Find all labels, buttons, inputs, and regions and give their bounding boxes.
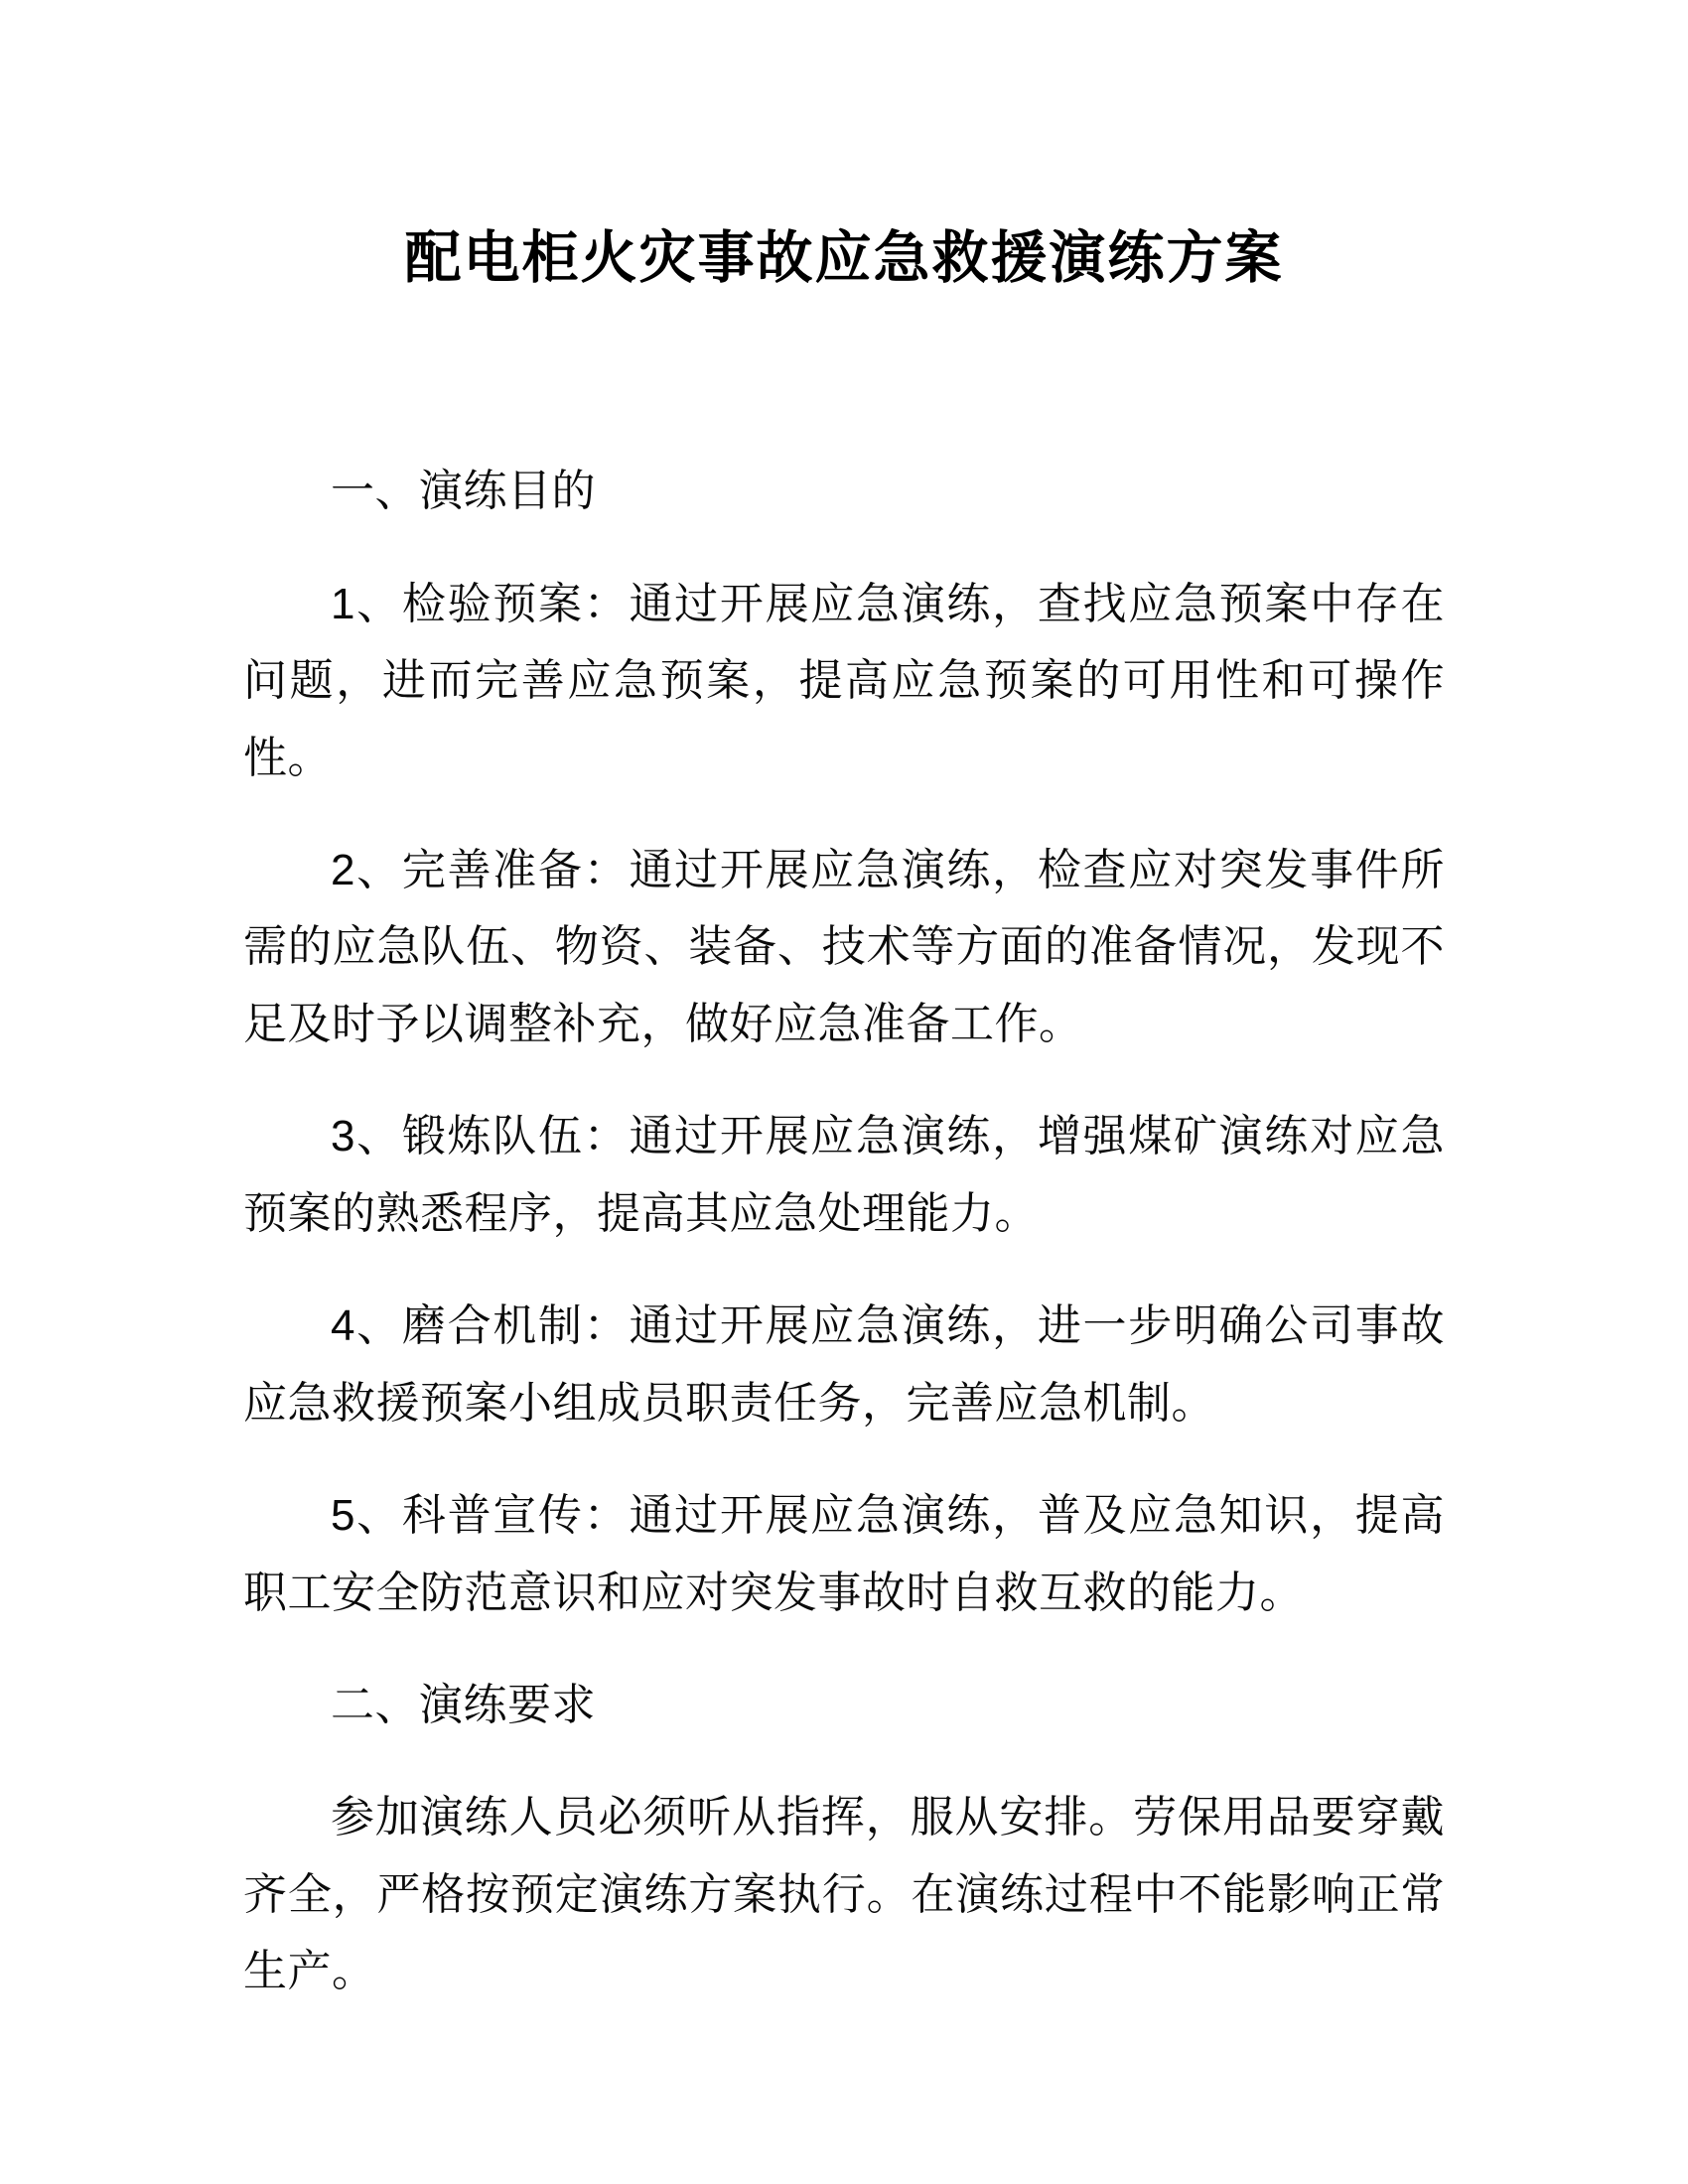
paragraph-coordinate-mechanism: 4、磨合机制：通过开展应急演练，进一步明确公司事故应急救援预案小组成员职责任务，完善应急机制。 <box>243 1301 1445 1428</box>
paragraph-requirements-detail: 参加演练人员必须听从指挥，服从安排。劳保用品要穿戴齐全，严格按预定演练方案执行。在演练过程中不能影响正常生产。 <box>243 1793 1445 1996</box>
document-title: 配电柜火灾事故应急救援演练方案 <box>404 227 1284 290</box>
paragraph-science-publicity: 5、科普宣传：通过开展应急演练，普及应急知识，提高职工安全防范意识和应对突发事故时自救互救的能力。 <box>243 1491 1445 1617</box>
paragraph-improve-preparation: 2、完善准备：通过开展应急演练，检查应对突发事件所需的应急队伍、物资、装备、技术等方面的准备情况，发现不足及时予以调整补充，做好应急准备工作。 <box>243 846 1445 1048</box>
section-heading-drill-purpose: 一、演练目的 <box>331 467 596 516</box>
paragraph-verify-plan: 1、检验预案：通过开展应急演练，查找应急预案中存在问题，进而完善应急预案，提高应急预案的可用性和可操作性。 <box>243 579 1445 782</box>
paragraph-train-team: 3、锻炼队伍：通过开展应急演练，增强煤矿演练对应急预案的熟悉程序，提高其应急处理能力。 <box>243 1112 1445 1238</box>
section-heading-drill-requirements: 二、演练要求 <box>331 1680 596 1729</box>
